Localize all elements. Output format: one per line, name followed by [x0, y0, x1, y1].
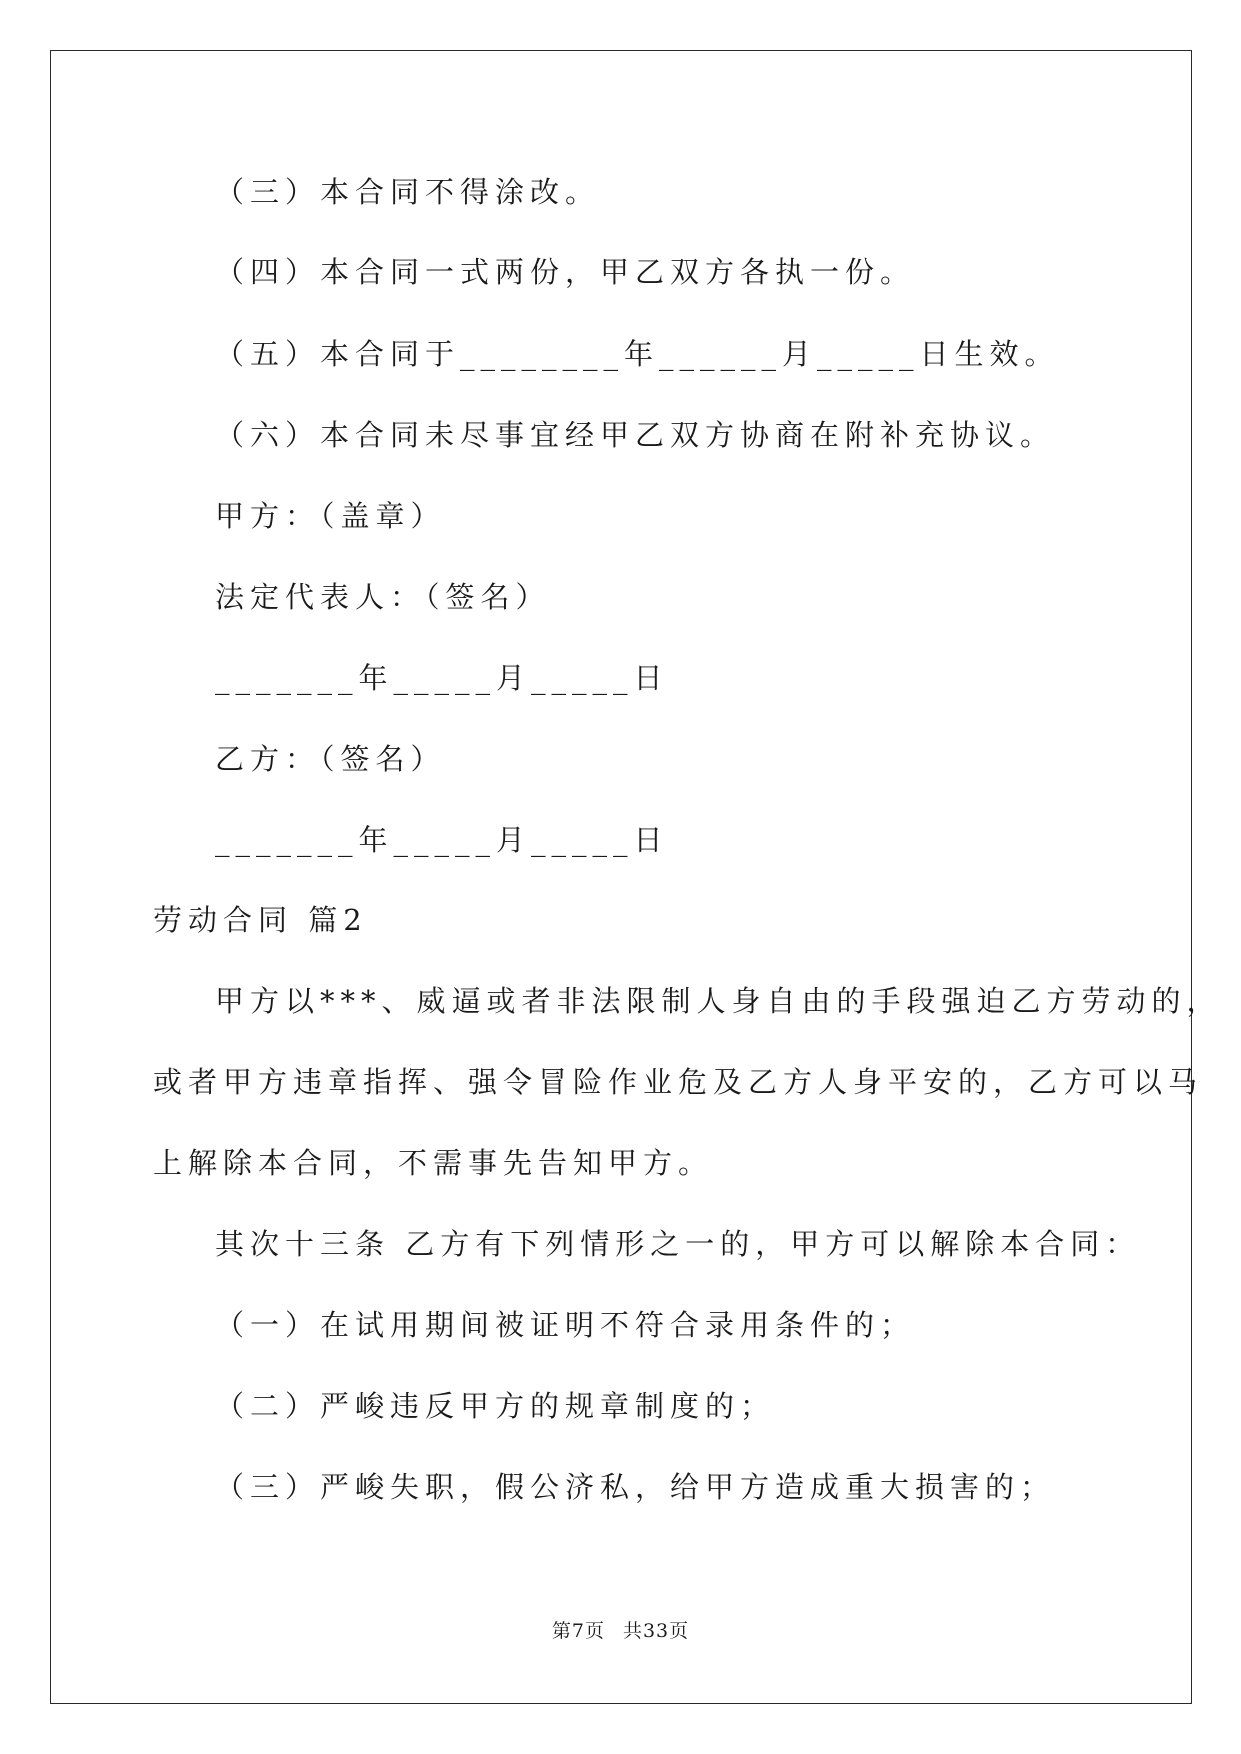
section-heading: 劳动合同 篇2 — [153, 903, 368, 937]
clause-line: （三）严峻失职，假公济私，给甲方造成重大损害的； — [215, 1470, 1056, 1504]
clause-line: （六）本合同未尽事宜经甲乙双方协商在附补充协议。 — [215, 418, 1056, 452]
page-border — [50, 50, 1192, 1704]
clause-line: （三）本合同不得涂改。 — [215, 175, 601, 209]
party-b-signature-line: 乙方：（签名） — [215, 742, 446, 776]
clause-line: （四）本合同一式两份，甲乙双方各执一份。 — [215, 255, 916, 289]
clause-line: （五）本合同于________年______月_____日生效。 — [215, 337, 1060, 371]
date-line: _______年_____月_____日 — [215, 661, 669, 695]
paragraph-line: 甲方以***、威逼或者非法限制人身自由的手段强迫乙方劳动的， — [215, 984, 1222, 1018]
legal-rep-signature-line: 法定代表人：（签名） — [215, 580, 551, 614]
current-page-number: 第7页 — [551, 1620, 605, 1642]
party-a-seal-line: 甲方：（盖章） — [215, 499, 446, 533]
clause-line: （一）在试用期间被证明不符合录用条件的； — [215, 1308, 916, 1342]
paragraph-line: 或者甲方违章指挥、强令冒险作业危及乙方人身平安的，乙方可以马 — [153, 1065, 1204, 1099]
page-footer — [0, 1616, 1241, 1643]
clause-line: （二）严峻违反甲方的规章制度的； — [215, 1389, 776, 1423]
date-line: _______年_____月_____日 — [215, 823, 669, 857]
paragraph-line: 上解除本合同，不需事先告知甲方。 — [153, 1146, 714, 1180]
total-page-count: 共33页 — [622, 1620, 690, 1642]
article-line: 其次十三条 乙方有下列情形之一的，甲方可以解除本合同： — [215, 1227, 1141, 1261]
